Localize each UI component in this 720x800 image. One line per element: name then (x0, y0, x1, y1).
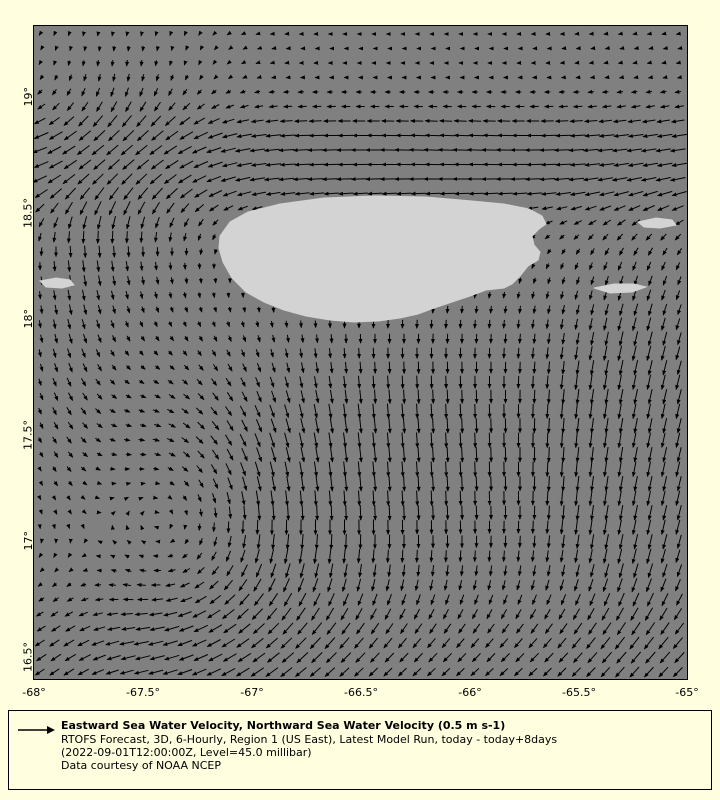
y-tick-label: 16.5° (21, 642, 35, 672)
y-tick-label: 18° (21, 309, 35, 329)
legend-caption-box (8, 710, 712, 790)
y-tick-label: 19° (21, 87, 35, 107)
caption-text-block (61, 719, 705, 772)
y-tick-label: 17° (21, 531, 35, 551)
x-tick-label: -66.5° (344, 686, 378, 699)
x-tick-label: -68° (22, 686, 46, 699)
y-tick-label: 17.5° (21, 420, 35, 450)
caption-title: Eastward Sea Water Velocity, Northward Sea Water Velocity (0.5 m s-1) (61, 719, 506, 732)
caption-line-3: Data courtesy of NOAA NCEP (61, 759, 221, 772)
y-tick-label: 18.5° (21, 198, 35, 228)
x-tick-label: -67° (240, 686, 264, 699)
caption-line-2: (2022-09-01T12:00:00Z, Level=45.0 millibar) (61, 746, 312, 759)
caption-line-1: RTOFS Forecast, 3D, 6-Hourly, Region 1 (US East), Latest Model Run, today - today+8days (61, 733, 558, 746)
vector-field-plot[interactable] (33, 25, 688, 680)
x-tick-label: -67.5° (126, 686, 160, 699)
x-tick-label: -65° (675, 686, 699, 699)
land-mass-puerto-rico (34, 26, 688, 680)
x-tick-label: -66° (458, 686, 482, 699)
reference-vector-arrow-icon (17, 723, 55, 737)
plot-wrapper (21, 25, 699, 699)
x-tick-label: -65.5° (562, 686, 596, 699)
